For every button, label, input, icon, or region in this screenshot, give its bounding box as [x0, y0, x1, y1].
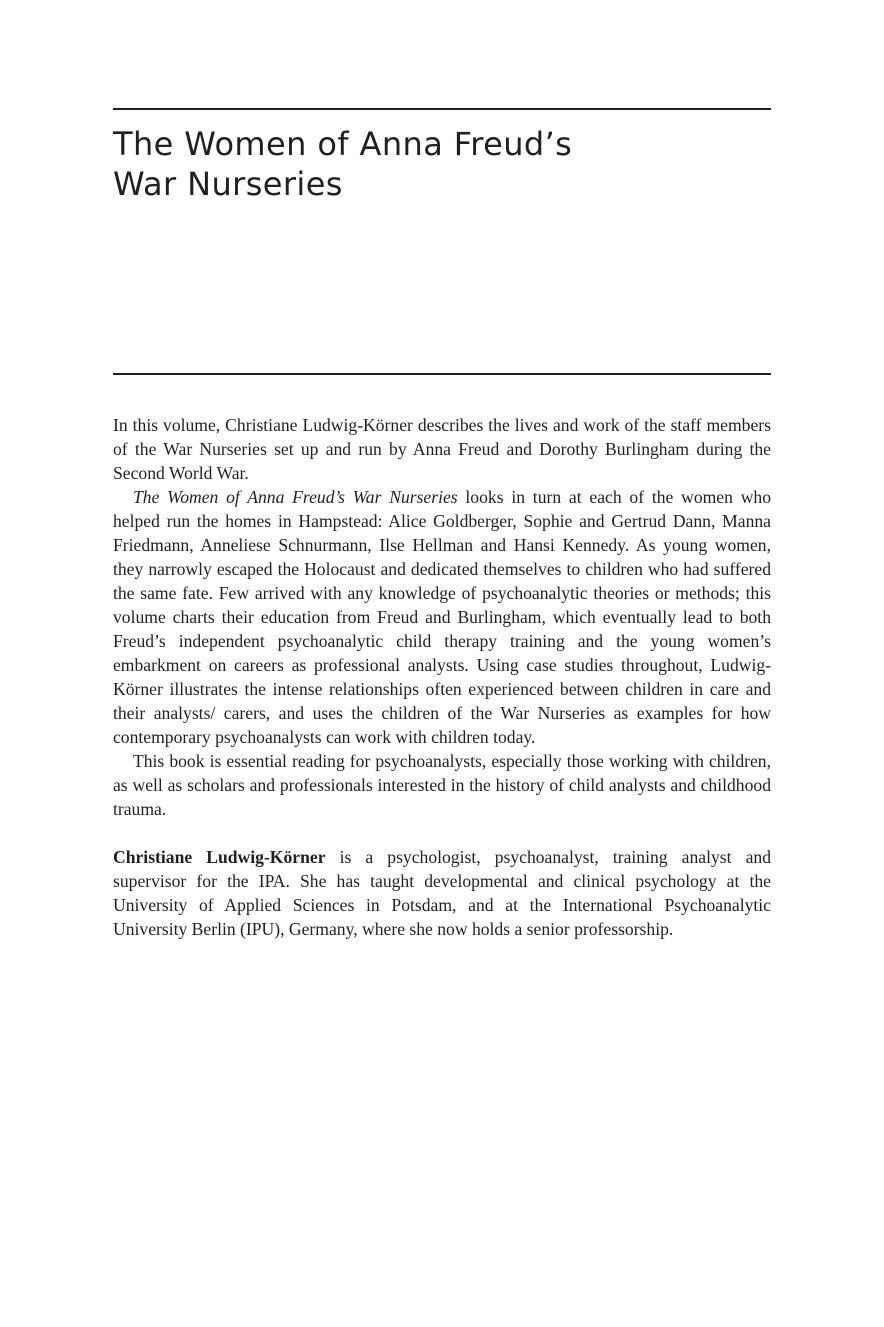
description-body — [113, 413, 771, 941]
book-title — [113, 124, 773, 204]
book-title-reference: The Women of Anna Freud’s War Nurseries — [133, 487, 458, 507]
author-bio — [113, 845, 771, 941]
book-title-line-2: War Nurseries — [113, 165, 343, 203]
author-bio-text: is a psychologist, psychoanalyst, training analyst and supervisor for the IPA. She has taught developmental and clinical psychology at the University of Applied Sciences in Potsdam, and at the International Psychoanalytic University Berlin (IPU), Germany, where she now holds a senior professorship. — [113, 847, 771, 939]
description-paragraph-1: In this volume, Christiane Ludwig-Körner describes the lives and work of the staff members of the War Nurseries set up and run by Anna Freud and Dorothy Burlingham during the Second World War. — [113, 415, 771, 483]
book-title-line-1: The Women of Anna Freud’s — [113, 125, 573, 163]
description-paragraph-3: This book is essential reading for psychoanalysts, especially those working with children, as well as scholars and professionals interested in the history of child analysts and childhood trauma. — [113, 751, 771, 819]
description-paragraph-2 — [113, 485, 771, 749]
author-name: Christiane Ludwig-Körner — [113, 847, 326, 867]
bottom-rule — [113, 373, 771, 375]
description-paragraph-2-text: looks in turn at each of the women who helped run the homes in Hampstead: Alice Goldberger, Sophie and Gertrud Dann, Manna Friedmann, Anneliese Schnurmann, Ilse Hellman and Hansi Kennedy. As young women, they narrowly escaped the Holocaust and dedicated themselves to children who had suffered the same fate. Few arrived with any knowledge of psychoanalytic theories or methods; this volume charts their education from Freud and Burlingham, which eventually lead to both Freud’s independent psychoanalytic child therapy training and the young women’s embarkment on careers as professional analysts. Using case studies throughout, Ludwig-Körner illustrates the intense relationships often experienced between children in care and their analysts/ carers, and uses the children of the War Nurseries as examples for how contemporary psychoanalysts can work with children today. — [113, 487, 772, 747]
top-rule — [113, 108, 771, 110]
